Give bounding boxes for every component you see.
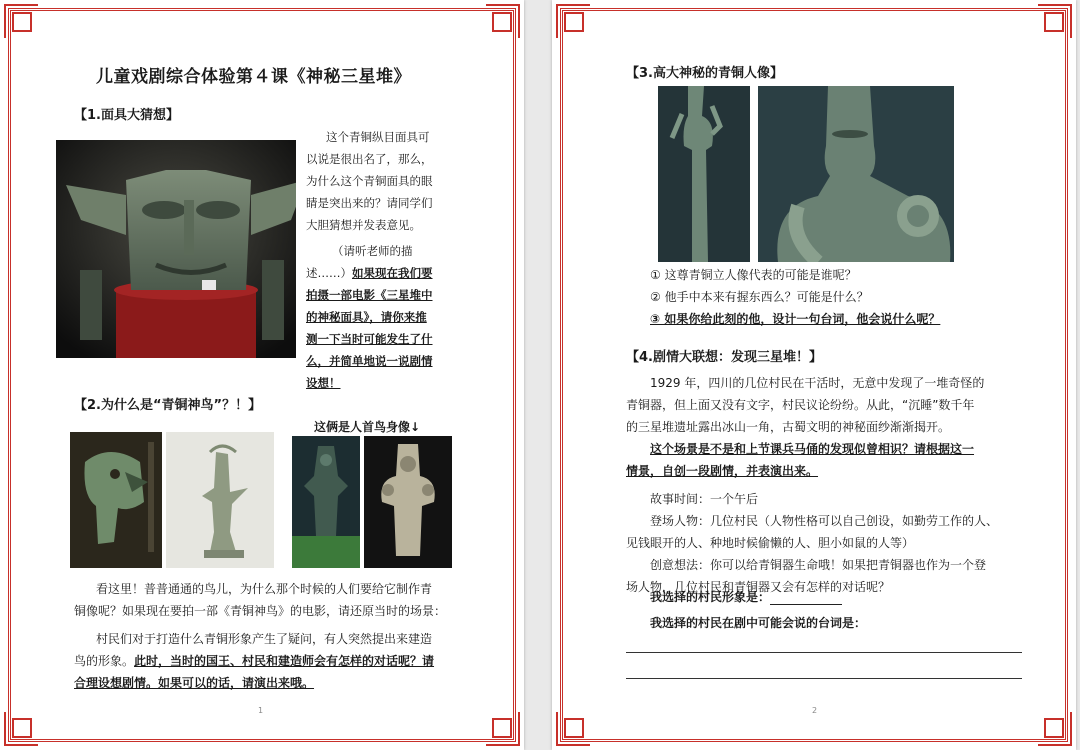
question-2: ② 他手中本来有握东西么？可能是什么？ <box>650 290 869 304</box>
corner-ornament <box>1038 712 1072 746</box>
characters-line: 见钱眼开的人、种地时候偷懒的人、胆小如鼠的人等） <box>626 536 915 550</box>
section-1-heading: 【1.面具大猜想】 <box>74 108 179 123</box>
text-line: 为什么这个青铜面具的眼 <box>306 174 433 188</box>
text-plain: 述……） <box>306 266 352 280</box>
text-line: 大胆猜想并发表意见。 <box>306 218 421 232</box>
answer-line[interactable] <box>626 652 1022 653</box>
bronze-standing-figure-photo <box>658 86 750 262</box>
corner-ornament <box>556 4 590 38</box>
corner-ornament <box>486 712 520 746</box>
text-line: 情景，自创一段剧情，并表演出来。 <box>626 464 819 478</box>
text-line: 设想！ <box>306 376 341 390</box>
bronze-bird-photo <box>166 432 274 568</box>
text-line: 这个青铜纵目面具可 <box>326 130 430 144</box>
page-number: 1 <box>258 706 264 715</box>
section-4-heading: 【4.剧情大联想：发现三星堆！】 <box>626 350 822 365</box>
text-line: 么，并简单地说一说剧情 <box>306 354 433 368</box>
section-1-paragraph <box>306 126 456 394</box>
corner-ornament <box>486 4 520 38</box>
text-line: 1929 年，四川的几位村民在干活时，无意中发现了一堆奇怪的 <box>650 376 985 390</box>
text-line: 村民们对于打造什么青铜形象产生了疑问，有人突然提出来建造 <box>96 632 433 646</box>
page-number: 2 <box>812 706 818 715</box>
text-emphasis: 如果现在我们要 <box>352 266 433 280</box>
corner-ornament <box>1038 4 1072 38</box>
section-2-paragraph <box>74 578 474 694</box>
corner-ornament <box>4 712 38 746</box>
question-list <box>650 264 1030 330</box>
text-line: 拍摄一部电影《三星堆中 <box>306 288 433 302</box>
text-line: 的三星堆遗址露出冰山一角，古蜀文明的神秘面纱渐渐揭开。 <box>626 420 951 434</box>
bird-figures-caption: 这俩是人首鸟身像↓ <box>314 420 421 434</box>
text-line: 睛是突出来的？请同学们 <box>306 196 433 210</box>
text-line <box>306 262 456 284</box>
text-line: 以说是很出名了，那么， <box>306 152 433 166</box>
page-1 <box>0 0 524 750</box>
human-head-bird-body-statue-photo-2 <box>364 436 452 568</box>
corner-ornament <box>4 4 38 38</box>
human-head-bird-body-statue-photo-1 <box>292 436 360 568</box>
question-3: ③ 如果你给此刻的他，设计一句台词，他会说什么呢？ <box>650 312 941 326</box>
text-line: （请听老师的描 <box>332 244 413 258</box>
document-title: 儿童戏剧综合体验第４课《神秘三星堆》 <box>96 67 411 87</box>
text-line: 合理设想剧情。如果可以的话，请演出来哦。 <box>74 676 315 690</box>
corner-ornament <box>556 712 590 746</box>
answer-line[interactable] <box>626 678 1022 679</box>
villager-choice-blank[interactable] <box>770 593 842 605</box>
bronze-bird-head-photo <box>70 432 162 568</box>
story-time: 故事时间：一个午后 <box>650 492 759 506</box>
section-3-heading: 【3.高大神秘的青铜人像】 <box>626 66 783 81</box>
villager-lines-label: 我选择的村民在剧中可能会说的台词是： <box>650 616 867 630</box>
text-line: 铜像呢？如果现在要拍一部《青铜神鸟》的电影，请还原当时的场景： <box>74 604 447 618</box>
text-plain: 鸟的形象。 <box>74 654 135 668</box>
bronze-mask-photo <box>56 140 296 358</box>
creative-idea-line: 场人物，几位村民和青铜器又会有怎样的对话呢？ <box>626 580 891 594</box>
page-2 <box>552 0 1076 750</box>
question-1: ① 这尊青铜立人像代表的可能是谁呢？ <box>650 268 857 282</box>
text-line: 测一下当时可能发生了什 <box>306 332 433 346</box>
villager-choice-label: 我选择的村民形象是： <box>650 590 771 604</box>
text-line: 青铜器，但上面又没有文字，村民议论纷纷。从此，“沉睡”数千年 <box>626 398 975 412</box>
text-line: 看这里！普普通通的鸟儿，为什么那个时候的人们要给它制作青 <box>96 582 433 596</box>
bronze-figure-closeup-photo <box>758 86 954 262</box>
creative-idea-line: 创意想法：你可以给青铜器生命哦！如果把青铜器也作为一个登 <box>650 558 987 572</box>
section-4-paragraph <box>626 372 1036 598</box>
text-line <box>74 650 474 672</box>
text-emphasis: 此时，当时的国王、村民和建造师会有怎样的对话呢？请 <box>134 654 435 668</box>
text-line: 这个场景是不是和上节课兵马俑的发现似曾相识？请根据这一 <box>650 442 975 456</box>
text-line: 的神秘面具》，请你来推 <box>306 310 427 324</box>
section-2-heading: 【2.为什么是“青铜神鸟”？！】 <box>74 398 262 413</box>
characters-line: 登场人物：几位村民（人物性格可以自己创设，如勤劳工作的人、 <box>650 514 999 528</box>
villager-choice-field <box>650 588 842 605</box>
